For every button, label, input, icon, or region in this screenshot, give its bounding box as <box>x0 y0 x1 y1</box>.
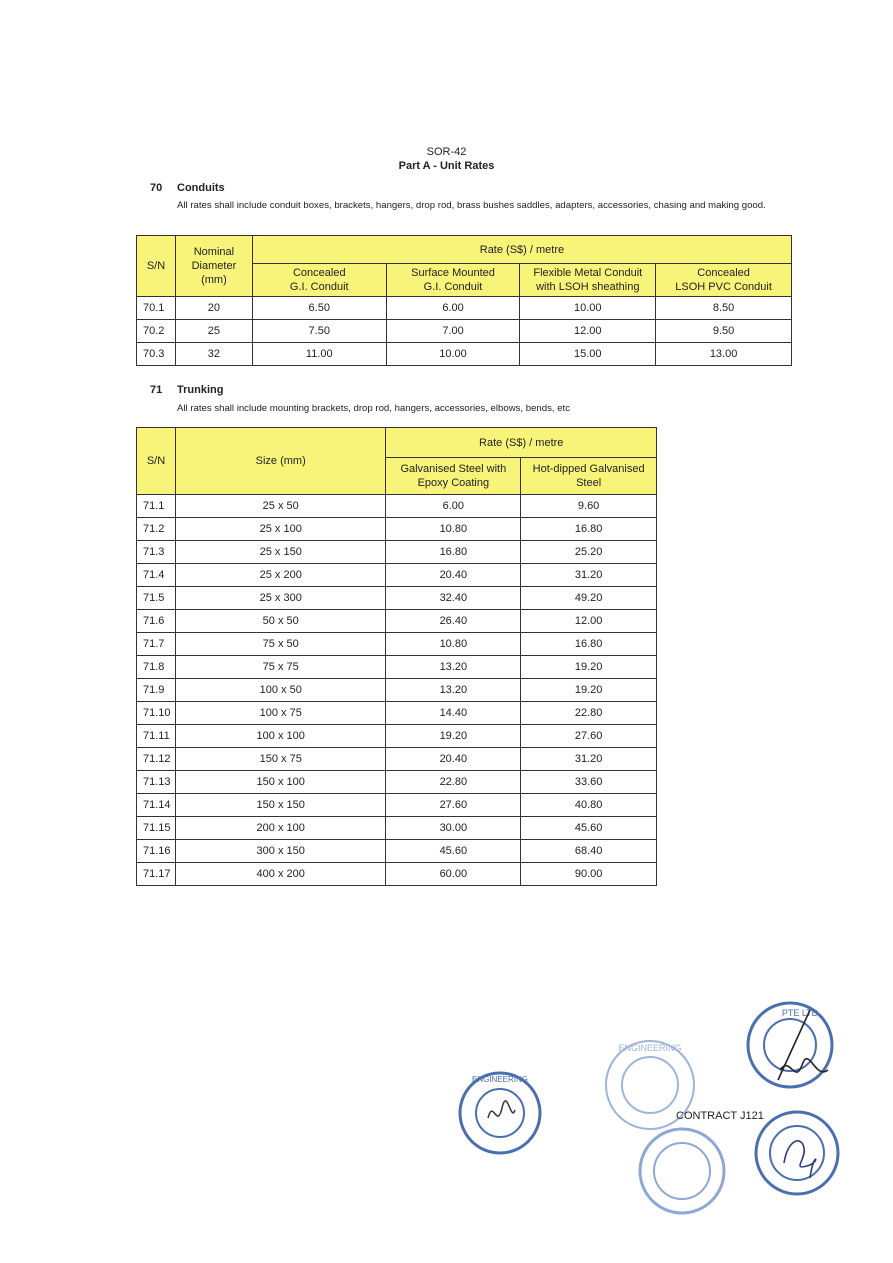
table-cell: 27.60 <box>521 725 657 748</box>
header-line: G.I. Conduit <box>423 281 483 293</box>
table-row <box>137 794 657 817</box>
row-sn: 71.5 <box>137 587 176 610</box>
table-cell: 10.80 <box>386 518 521 541</box>
table-cell: 19.20 <box>521 679 657 702</box>
row-sn: 71.17 <box>137 863 176 886</box>
table-cell: 12.00 <box>520 320 656 343</box>
section-number: 70 <box>150 182 163 194</box>
table-row <box>137 679 657 702</box>
table-cell: 400 x 200 <box>175 863 385 886</box>
table-cell: 11.00 <box>252 343 386 366</box>
table-cell: 200 x 100 <box>175 817 385 840</box>
table-row <box>137 771 657 794</box>
row-sn: 71.9 <box>137 679 176 702</box>
section-title: Conduits <box>177 182 225 194</box>
conduits-rate-table <box>136 235 792 366</box>
table-cell: 25.20 <box>521 541 657 564</box>
row-sn: 70.2 <box>137 320 176 343</box>
table-cell: 100 x 75 <box>175 702 385 725</box>
table-cell: 25 x 50 <box>175 495 385 518</box>
table-cell: 13.20 <box>386 679 521 702</box>
section-71-heading <box>150 384 223 396</box>
section-number: 71 <box>150 384 163 396</box>
svg-text:ENGINEERING: ENGINEERING <box>618 1043 682 1053</box>
section-71-note: All rates shall include mounting brackets, drop rod, hangers, accessories, elbows, bends, etc <box>177 403 571 414</box>
row-sn: 71.3 <box>137 541 176 564</box>
col-header <box>386 264 520 297</box>
header-line: (mm) <box>201 274 227 286</box>
document-part-title: Part A - Unit Rates <box>398 160 495 172</box>
row-sn: 71.2 <box>137 518 176 541</box>
table-cell: 40.80 <box>521 794 657 817</box>
table-row <box>137 564 657 587</box>
table-cell: 10.80 <box>386 633 521 656</box>
lotte-stamp-signed <box>752 1108 842 1198</box>
table-cell: 32.40 <box>386 587 521 610</box>
table-row <box>137 518 657 541</box>
header-line: G.I. Conduit <box>289 281 349 293</box>
table-cell: 6.50 <box>252 297 386 320</box>
table-cell: 6.00 <box>386 297 520 320</box>
table-cell: 10.00 <box>520 297 656 320</box>
table-cell: 26.40 <box>386 610 521 633</box>
table-cell: 10.00 <box>386 343 520 366</box>
col-header <box>386 458 521 495</box>
bnl-stamp-signed <box>740 1000 840 1100</box>
table-cell: 60.00 <box>386 863 521 886</box>
row-sn: 71.10 <box>137 702 176 725</box>
table-row <box>137 320 792 343</box>
table-cell: 27.60 <box>386 794 521 817</box>
table-cell: 9.50 <box>656 320 792 343</box>
trunking-rate-table <box>136 427 657 886</box>
table-cell: 90.00 <box>521 863 657 886</box>
table-row <box>137 840 657 863</box>
table-row <box>137 656 657 679</box>
header-line: Concealed <box>292 267 346 279</box>
table-cell: 45.60 <box>521 817 657 840</box>
table-cell: 20.40 <box>386 748 521 771</box>
table-cell: 32 <box>175 343 252 366</box>
table-cell: 150 x 100 <box>175 771 385 794</box>
row-sn: 71.14 <box>137 794 176 817</box>
header-line: Epoxy Coating <box>417 477 490 489</box>
row-sn: 71.7 <box>137 633 176 656</box>
diameter-header <box>175 236 252 297</box>
col-header <box>656 264 792 297</box>
header-line: Concealed <box>697 267 750 279</box>
header-line: Steel <box>576 477 602 489</box>
table-cell: 14.40 <box>386 702 521 725</box>
table-row <box>137 297 792 320</box>
table-cell: 25 x 100 <box>175 518 385 541</box>
table-cell: 25 x 200 <box>175 564 385 587</box>
table-cell: 25 x 300 <box>175 587 385 610</box>
lotte-stamp-faint <box>636 1125 728 1217</box>
header-line: with LSOH sheathing <box>536 281 640 293</box>
table-cell: 100 x 50 <box>175 679 385 702</box>
svg-text:ENGINEERING: ENGINEERING <box>471 1075 529 1084</box>
header-line: LSOH PVC Conduit <box>675 281 772 293</box>
row-sn: 71.13 <box>137 771 176 794</box>
sn-header: S/N <box>137 236 176 297</box>
table-cell: 45.60 <box>386 840 521 863</box>
document-ref: SOR-42 <box>426 146 467 158</box>
table-row <box>137 610 657 633</box>
sn-header: S/N <box>137 428 176 495</box>
row-sn: 70.3 <box>137 343 176 366</box>
table-cell: 20.40 <box>386 564 521 587</box>
table-cell: 30.00 <box>386 817 521 840</box>
header-line: Nominal <box>193 246 235 258</box>
table-cell: 13.00 <box>656 343 792 366</box>
header-line: Hot-dipped Galvanised <box>532 463 645 475</box>
header-line: Galvanised Steel with <box>400 463 507 475</box>
col-header <box>520 264 656 297</box>
row-sn: 71.6 <box>137 610 176 633</box>
table-cell: 22.80 <box>386 771 521 794</box>
table-cell: 25 x 150 <box>175 541 385 564</box>
contract-label: CONTRACT J121 <box>676 1110 764 1122</box>
table-cell: 22.80 <box>521 702 657 725</box>
header-line: Surface Mounted <box>411 267 495 279</box>
row-sn: 71.15 <box>137 817 176 840</box>
table-row <box>137 633 657 656</box>
table-cell: 6.00 <box>386 495 521 518</box>
table-row <box>137 702 657 725</box>
rate-header: Rate (S$) / metre <box>386 428 657 458</box>
table-cell: 150 x 75 <box>175 748 385 771</box>
table-cell: 15.00 <box>520 343 656 366</box>
table-cell: 8.50 <box>656 297 792 320</box>
table-cell: 13.20 <box>386 656 521 679</box>
row-sn: 71.4 <box>137 564 176 587</box>
table-cell: 7.50 <box>252 320 386 343</box>
table-cell: 75 x 75 <box>175 656 385 679</box>
rate-header: Rate (S$) / metre <box>252 236 791 264</box>
table-row <box>137 725 657 748</box>
table-cell: 7.00 <box>386 320 520 343</box>
col-header <box>521 458 657 495</box>
section-title: Trunking <box>177 384 224 396</box>
section-70-note: All rates shall include conduit boxes, brackets, hangers, drop rod, brass bushes saddles, adapters, accessories, chasing and making good. <box>177 200 766 211</box>
table-row <box>137 817 657 840</box>
table-cell: 49.20 <box>521 587 657 610</box>
bnl-company-stamp <box>455 1068 545 1158</box>
table-row <box>137 863 657 886</box>
table-cell: 150 x 150 <box>175 794 385 817</box>
table-row <box>137 343 792 366</box>
row-sn: 71.12 <box>137 748 176 771</box>
table-row <box>137 495 657 518</box>
table-cell: 12.00 <box>521 610 657 633</box>
table-cell: 16.80 <box>521 633 657 656</box>
table-cell: 50 x 50 <box>175 610 385 633</box>
table-row <box>137 587 657 610</box>
table-cell: 9.60 <box>521 495 657 518</box>
col-header <box>252 264 386 297</box>
row-sn: 71.16 <box>137 840 176 863</box>
table-cell: 16.80 <box>386 541 521 564</box>
header-line: Flexible Metal Conduit <box>533 267 643 279</box>
header-line: Diameter <box>191 260 237 272</box>
section-70-heading <box>150 182 225 194</box>
table-cell: 31.20 <box>521 564 657 587</box>
table-cell: 31.20 <box>521 748 657 771</box>
table-cell: 25 <box>175 320 252 343</box>
table-cell: 33.60 <box>521 771 657 794</box>
table-row <box>137 541 657 564</box>
row-sn: 71.8 <box>137 656 176 679</box>
table-cell: 19.20 <box>521 656 657 679</box>
table-cell: 19.20 <box>386 725 521 748</box>
table-cell: 75 x 50 <box>175 633 385 656</box>
table-cell: 20 <box>175 297 252 320</box>
size-header: Size (mm) <box>175 428 385 495</box>
row-sn: 71.1 <box>137 495 176 518</box>
svg-text:PTE LTD: PTE LTD <box>781 1008 819 1018</box>
table-cell: 300 x 150 <box>175 840 385 863</box>
table-row <box>137 748 657 771</box>
table-cell: 16.80 <box>521 518 657 541</box>
table-cell: 68.40 <box>521 840 657 863</box>
row-sn: 70.1 <box>137 297 176 320</box>
table-cell: 100 x 100 <box>175 725 385 748</box>
row-sn: 71.11 <box>137 725 176 748</box>
